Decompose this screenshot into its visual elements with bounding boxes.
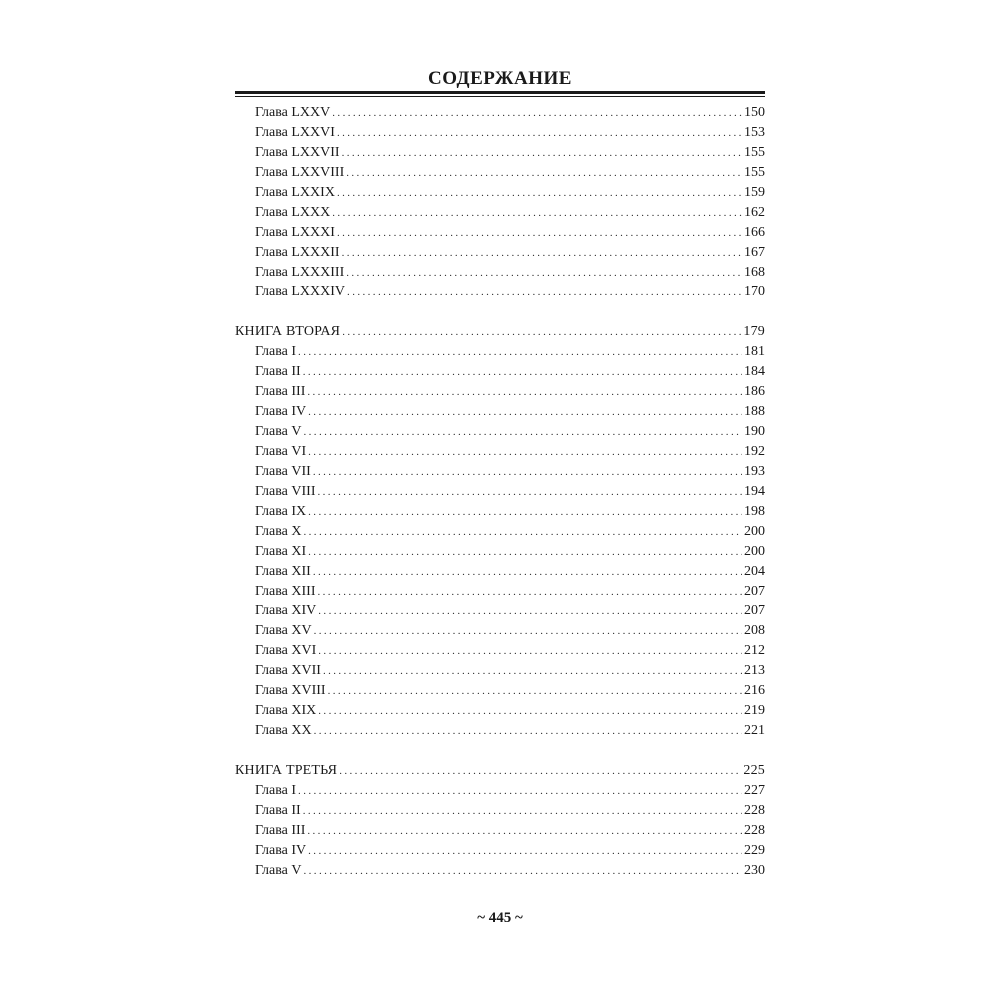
toc-entry-label: КНИГА ТРЕТЬЯ [235,762,338,778]
toc-chapter-entry [235,143,765,163]
toc-entry-page: 207 [744,583,765,599]
toc-entry-label: Глава XII [255,563,311,579]
toc-entry-label: Глава XVI [255,643,317,659]
toc-entry-label: Глава I [255,782,297,798]
toc-dot-leader [308,403,742,423]
toc-chapter-entry [235,641,765,661]
toc-chapter-entry [235,621,765,641]
toc-entry-page: 200 [744,523,765,539]
toc-chapter-entry [235,542,765,562]
toc-entry-page: 200 [744,543,765,559]
toc-entry-label: Глава XIV [255,603,317,619]
toc-chapter-entry [235,522,765,542]
toc-book-entry [235,761,765,781]
toc-dot-leader [346,264,742,284]
toc-entry-label: Глава IV [255,404,307,420]
toc-chapter-entry [235,482,765,502]
toc-dot-leader [337,184,742,204]
toc-chapter-entry [235,203,765,223]
toc-entry-label: Глава X [255,523,302,539]
toc-dot-leader [323,662,742,682]
toc-chapter-entry [235,601,765,621]
toc-chapter-entry [235,342,765,362]
toc-dot-leader [318,602,742,622]
toc-entry-page: 207 [744,603,765,619]
header-rule-thick [235,91,765,94]
toc-chapter-entry [235,263,765,283]
toc-entry-page: 155 [744,144,765,160]
toc-entry-label: Глава LXXVI [255,124,335,140]
toc-chapter-entry [235,821,765,841]
toc-dot-leader [342,144,742,164]
toc-entry-page: 204 [744,563,765,579]
toc-spacer [235,741,765,761]
toc-entry-label: Глава XIX [255,703,317,719]
toc-entry-label: Глава IX [255,503,307,519]
toc-dot-leader [328,682,742,702]
toc-entry-page: 155 [744,164,765,180]
toc-entry-label: Глава VII [255,463,311,479]
toc-entry-page: 184 [744,364,765,380]
toc-dot-leader [317,483,742,503]
toc-entry-page: 181 [744,344,765,360]
toc-entry-page: 212 [744,643,765,659]
toc-dot-leader [304,523,743,543]
page-title: СОДЕРЖАНИЕ [428,68,572,89]
toc-chapter-entry [235,442,765,462]
book-page [235,0,765,1000]
table-of-contents [235,103,765,881]
toc-chapter-entry [235,163,765,183]
toc-entry-page: 159 [744,184,765,200]
toc-entry-page: 194 [744,483,765,499]
toc-dot-leader [314,622,742,642]
toc-chapter-entry [235,462,765,482]
toc-entry-page: 208 [744,623,765,639]
toc-dot-leader [318,642,742,662]
toc-chapter-entry [235,183,765,203]
toc-entry-label: Глава LXXIX [255,184,335,200]
toc-chapter-entry [235,382,765,402]
toc-chapter-entry [235,282,765,302]
toc-entry-label: Глава XX [255,723,312,739]
toc-chapter-entry [235,562,765,582]
toc-chapter-entry [235,841,765,861]
toc-entry-label: Глава XI [255,543,307,559]
toc-entry-page: 229 [744,842,765,858]
toc-entry-label: Глава III [255,822,306,838]
toc-entry-label: Глава IV [255,842,307,858]
toc-entry-page: 213 [744,663,765,679]
toc-dot-leader [304,423,743,443]
toc-entry-label: Глава XIII [255,583,316,599]
toc-entry-page: 186 [744,384,765,400]
toc-entry-page: 170 [744,284,765,300]
toc-dot-leader [307,822,742,842]
toc-dot-leader [307,383,742,403]
toc-dot-leader [308,443,742,463]
toc-dot-leader [342,323,741,343]
toc-entry-label: Глава XV [255,623,312,639]
toc-entry-page: 166 [744,224,765,240]
page-number: ~ 445 ~ [477,910,523,926]
toc-chapter-entry [235,781,765,801]
toc-book-entry [235,322,765,342]
toc-entry-page: 193 [744,463,765,479]
header-rule-thin [235,96,765,97]
toc-entry-label: Глава LXXXIII [255,264,345,280]
toc-chapter-entry [235,103,765,123]
toc-dot-leader [308,842,742,862]
toc-entry-label: Глава LXXX [255,204,331,220]
toc-entry-page: 188 [744,404,765,420]
toc-dot-leader [332,204,742,224]
toc-entry-label: Глава II [255,802,301,818]
toc-entry-label: Глава II [255,364,301,380]
toc-chapter-entry [235,861,765,881]
toc-chapter-entry [235,223,765,243]
toc-dot-leader [318,702,742,722]
toc-entry-label: Глава LXXXI [255,224,335,240]
toc-entry-page: 168 [744,264,765,280]
toc-entry-label: Глава XVIII [255,683,326,699]
toc-entry-label: Глава VIII [255,483,316,499]
toc-entry-page: 192 [744,443,765,459]
toc-chapter-entry [235,243,765,263]
toc-entry-page: 221 [744,723,765,739]
toc-dot-leader [332,104,742,124]
toc-entry-label: КНИГА ВТОРАЯ [235,324,341,340]
toc-chapter-entry [235,362,765,382]
toc-entry-label: Глава LXXV [255,105,331,120]
toc-dot-leader [317,583,742,603]
toc-chapter-entry [235,801,765,821]
toc-chapter-entry [235,661,765,681]
toc-entry-page: 225 [743,762,765,778]
toc-dot-leader [308,543,742,563]
toc-chapter-entry [235,502,765,522]
toc-chapter-entry [235,422,765,442]
toc-entry-label: Глава LXXXII [255,244,340,260]
toc-chapter-entry [235,681,765,701]
toc-entry-label: Глава LXXVII [255,144,340,160]
toc-entry-page: 219 [744,703,765,719]
toc-entry-page: 179 [743,324,765,340]
toc-dot-leader [347,283,742,303]
toc-dot-leader [337,224,742,244]
toc-entry-label: Глава LXXXIV [255,284,346,300]
toc-dot-leader [303,363,742,383]
toc-dot-leader [313,563,742,583]
toc-dot-leader [298,782,742,802]
toc-entry-label: Глава I [255,344,297,360]
toc-chapter-entry [235,721,765,741]
toc-dot-leader [339,762,741,782]
toc-dot-leader [308,503,742,523]
toc-entry-page: 190 [744,424,765,439]
toc-entry-label: Глава VI [255,443,307,459]
toc-spacer [235,302,765,322]
toc-entry-page: 227 [744,782,765,798]
toc-dot-leader [314,722,742,742]
toc-entry-page: 228 [744,822,765,838]
toc-dot-leader [337,124,742,144]
toc-dot-leader [346,164,742,184]
toc-entry-page: 228 [744,802,765,818]
toc-chapter-entry [235,582,765,602]
toc-chapter-entry [235,123,765,143]
toc-dot-leader [342,244,742,264]
toc-entry-page: 216 [744,683,765,699]
toc-dot-leader [298,343,742,363]
toc-entry-page: 153 [744,124,765,140]
toc-entry-page: 150 [744,105,765,120]
toc-entry-label: Глава XVII [255,663,321,679]
toc-entry-label: Глава LXXVIII [255,164,345,180]
toc-entry-page: 198 [744,503,765,519]
toc-entry-label: Глава III [255,384,306,400]
toc-entry-label: Глава V [255,862,302,878]
toc-chapter-entry [235,402,765,422]
toc-chapter-entry [235,701,765,721]
toc-dot-leader [304,862,743,882]
toc-dot-leader [313,463,742,483]
toc-entry-page: 167 [744,244,765,260]
toc-entry-label: Глава V [255,424,302,439]
toc-dot-leader [303,802,742,822]
toc-entry-page: 230 [744,862,765,878]
toc-entry-page: 162 [744,204,765,220]
